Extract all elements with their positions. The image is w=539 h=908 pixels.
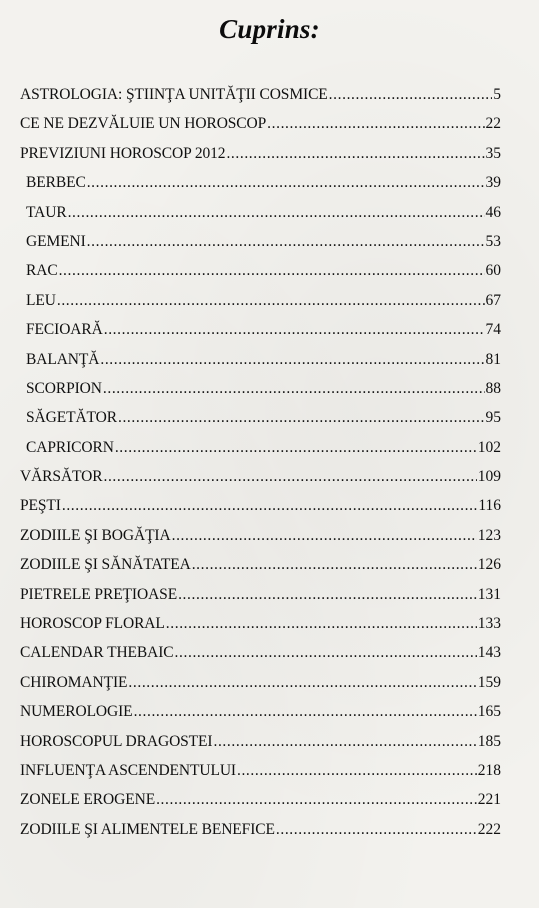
toc-entry-label: HOROSCOPUL DRAGOSTEI — [20, 732, 213, 750]
toc-entry-page-number: 116 — [478, 497, 501, 515]
toc-dot-leader — [276, 821, 477, 839]
toc-dot-leader — [166, 615, 477, 633]
toc-entry-page-number: 74 — [485, 321, 501, 339]
toc-entry-page-number: 5 — [493, 86, 501, 103]
toc-entry — [20, 380, 501, 409]
toc-entry-label: ZONELE EROGENE — [20, 791, 156, 809]
toc-dot-leader — [213, 733, 476, 751]
toc-entry — [20, 615, 501, 644]
toc-entry-label: GEMENI — [26, 232, 86, 250]
toc-dot-leader — [172, 527, 477, 545]
toc-dot-leader — [115, 439, 477, 457]
toc-entry-page-number: 131 — [477, 585, 501, 603]
toc-entry-page-number: 123 — [477, 526, 501, 544]
page-title: Cuprins: — [219, 14, 320, 44]
toc-entry-page-number: 165 — [477, 703, 501, 721]
toc-entry-label: FECIOARĂ — [26, 321, 103, 339]
toc-entry-page-number: 185 — [477, 732, 501, 750]
toc-entry — [20, 174, 501, 203]
toc-entry — [20, 439, 501, 468]
toc-entry-page-number: 60 — [485, 262, 501, 280]
toc-entry-page-number: 53 — [485, 232, 501, 250]
toc-entry-label: PREVIZIUNI HOROSCOP 2012 — [20, 144, 226, 162]
toc-entry-page-number: 35 — [485, 144, 501, 162]
toc-dot-leader — [178, 586, 477, 604]
toc-entry — [20, 351, 501, 380]
toc-entry-page-number: 102 — [477, 438, 501, 456]
toc-entry-page-number: 109 — [477, 468, 501, 486]
toc-entry — [20, 468, 501, 497]
toc-entry-label: HOROSCOP FLORAL — [20, 615, 165, 633]
toc-entry — [20, 292, 501, 321]
toc-dot-leader — [62, 497, 477, 515]
toc-entry-label: CHIROMANŢIE — [20, 673, 128, 691]
toc-entry — [20, 115, 501, 144]
toc-entry-page-number: 143 — [477, 644, 501, 662]
toc-entry-label: LEU — [26, 291, 56, 309]
toc-entry — [20, 762, 501, 791]
toc-dot-leader — [175, 644, 477, 662]
toc-entry-page-number: 22 — [485, 115, 501, 133]
toc-entry-page-number: 39 — [485, 174, 501, 192]
toc-dot-leader — [267, 115, 484, 133]
toc-dot-leader — [103, 380, 485, 398]
toc-entry — [20, 527, 501, 556]
toc-entry — [20, 262, 501, 291]
toc-entry-label: TAUR — [26, 203, 67, 221]
toc-entry — [20, 586, 501, 615]
toc-dot-leader — [103, 468, 476, 486]
toc-entry-page-number: 126 — [477, 556, 501, 574]
toc-entry-label: PIETRELE PREŢIOASE — [20, 585, 178, 603]
toc-dot-leader — [100, 351, 484, 369]
toc-dot-leader — [128, 674, 476, 692]
toc-entry-page-number: 46 — [485, 203, 501, 221]
toc-entry — [20, 703, 501, 732]
toc-dot-leader — [118, 409, 485, 427]
toc-entry-label: BERBEC — [26, 174, 86, 192]
toc-entry-page-number: 222 — [477, 820, 501, 838]
toc-entry — [20, 556, 501, 585]
toc-entry-page-number: 159 — [477, 673, 501, 691]
toc-entry — [20, 409, 501, 438]
toc-entry-label: ZODIILE ŞI SĂNĂTATEA — [20, 556, 191, 574]
toc-entry-label: NUMEROLOGIE — [20, 703, 133, 721]
toc-dot-leader — [329, 86, 493, 104]
toc-entry-page-number: 221 — [477, 791, 501, 809]
toc-entry — [20, 644, 501, 673]
toc-entry — [20, 233, 501, 262]
toc-entry-label: ZODIILE ŞI BOGĂŢIA — [20, 526, 171, 544]
toc-entry-page-number: 88 — [485, 379, 501, 397]
toc-dot-leader — [57, 292, 485, 310]
toc-entry-label: CALENDAR THEBAIC — [20, 644, 174, 662]
toc-dot-leader — [87, 174, 485, 192]
toc-dot-leader — [59, 262, 485, 280]
toc-dot-leader — [156, 791, 477, 809]
toc-dot-leader — [192, 556, 477, 574]
toc-entry — [20, 321, 501, 350]
toc-dot-leader — [104, 321, 485, 339]
toc-entry — [20, 674, 501, 703]
toc-entry — [20, 86, 501, 115]
toc-entry-label: RAC — [26, 262, 58, 280]
toc-dot-leader — [87, 233, 485, 251]
toc-entry-page-number: 81 — [485, 350, 501, 368]
toc-entry — [20, 145, 501, 174]
toc-entry — [20, 204, 501, 233]
toc-entry-label: VĂRSĂTOR — [20, 468, 103, 486]
toc-entry-label: INFLUENŢA ASCENDENTULUI — [20, 761, 236, 779]
toc-entry-label: CE NE DEZVĂLUIE UN HOROSCOP — [20, 115, 267, 133]
toc-entry — [20, 791, 501, 820]
toc-dot-leader — [134, 703, 477, 721]
toc-entry-page-number: 67 — [485, 291, 501, 309]
toc-entry — [20, 497, 501, 526]
toc-entry-label: PEŞTI — [20, 497, 61, 515]
toc-entry-label: SCORPION — [26, 379, 102, 397]
toc-entry-label: ASTROLOGIA: ŞTIINŢA UNITĂŢII COSMICE — [20, 86, 328, 103]
toc-dot-leader — [237, 762, 477, 780]
toc-entry-label: BALANŢĂ — [26, 350, 100, 368]
toc-entry-label: ZODIILE ŞI ALIMENTELE BENEFICE — [20, 820, 275, 838]
toc-dot-leader — [226, 145, 484, 163]
toc-entry — [20, 821, 501, 850]
toc-entry-page-number: 95 — [485, 409, 501, 427]
table-of-contents — [20, 86, 501, 850]
toc-entry-label: SĂGETĂTOR — [26, 409, 117, 427]
toc-dot-leader — [68, 204, 485, 222]
toc-entry-page-number: 218 — [477, 761, 501, 779]
toc-entry-page-number: 133 — [477, 615, 501, 633]
toc-entry — [20, 733, 501, 762]
toc-entry-label: CAPRICORN — [26, 438, 114, 456]
